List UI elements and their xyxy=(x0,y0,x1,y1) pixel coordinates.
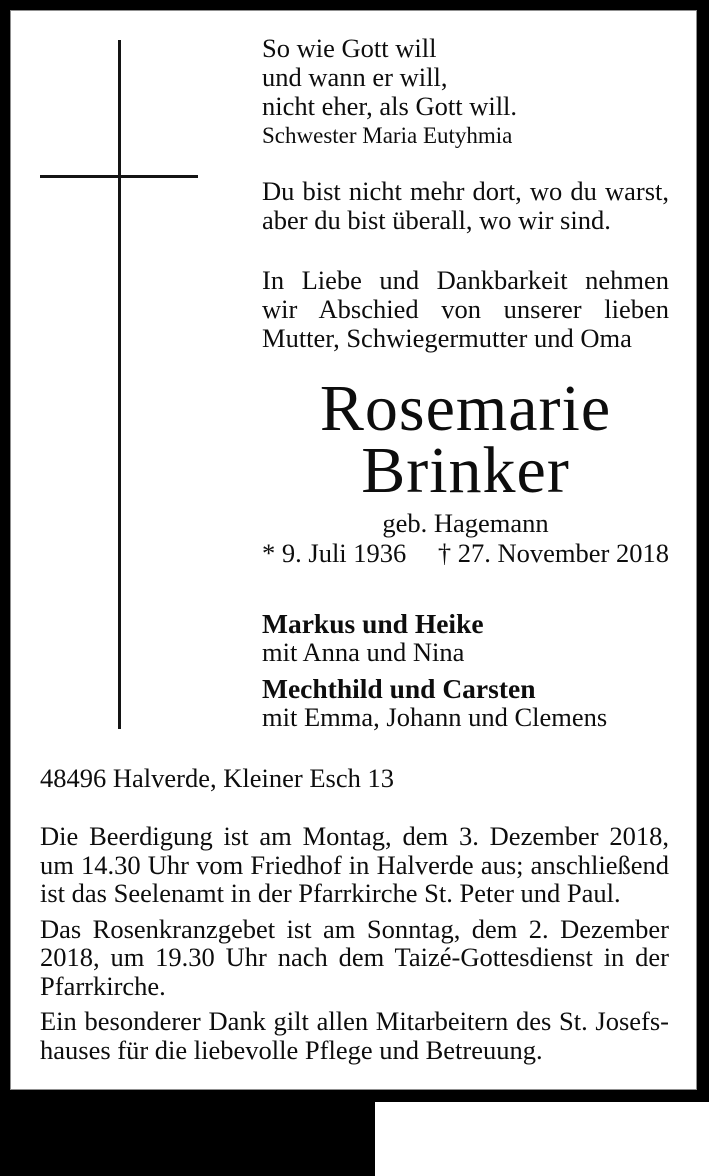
maiden-name: geb. Hagemann xyxy=(382,508,549,538)
text-line: um 14.30 Uhr vom Friedhof in Halverde aus; anschließend xyxy=(40,849,669,880)
text-line: Ein besonderer Dank gilt allen Mitarbeitern des St. Josefs- xyxy=(40,1006,669,1036)
text-line: So wie Gott will xyxy=(262,33,437,63)
paragraph-rosary xyxy=(40,915,669,1001)
text-line: 2018, um 19.30 Uhr nach dem Taizé-Gottesdienst in der xyxy=(40,942,669,972)
text-line: und wann er will, xyxy=(262,62,448,92)
text-line: ist das Seelenamt in der Pfarrkirche St. Peter und Paul. xyxy=(40,878,621,908)
cross-vertical-bar xyxy=(118,40,121,729)
mourner-children: mit Anna und Nina xyxy=(262,637,465,667)
deceased-name-block xyxy=(262,372,669,507)
paragraph-burial xyxy=(40,822,669,908)
text-line: Das Rosenkranzgebet ist am Sonntag, dem 2. Dezember xyxy=(40,913,669,944)
birth-date: * 9. Juli 1936 xyxy=(262,538,407,568)
text-line: Du bist nicht mehr dort, wo du warst, xyxy=(262,176,669,206)
text-line: wir Abschied von unserer lieben xyxy=(262,294,669,324)
mourner-group xyxy=(262,674,669,732)
death-date: † 27. November 2018 xyxy=(437,538,669,568)
cross-horizontal-bar xyxy=(40,175,198,178)
mourner-names: Mechthild und Carsten xyxy=(262,673,536,704)
text-line: Die Beerdigung ist am Montag, dem 3. Dezember 2018, xyxy=(40,821,669,851)
announcement-paragraphs xyxy=(40,822,669,1071)
deceased-last-name: Brinker xyxy=(361,434,570,507)
verse-block xyxy=(262,177,669,235)
intro-block xyxy=(262,266,669,353)
adjacent-notice-area xyxy=(375,1102,709,1176)
quote-block xyxy=(262,34,669,150)
dates-row xyxy=(262,539,669,568)
text-line: hauses für die liebevolle Pflege und Betreuung. xyxy=(40,1034,543,1065)
text-line: nicht eher, als Gott will. xyxy=(262,91,518,121)
mourner-group xyxy=(262,609,669,667)
address-line: 48496 Halverde, Kleiner Esch 13 xyxy=(40,763,394,793)
paragraph-thanks xyxy=(40,1007,669,1064)
mourner-children: mit Emma, Johann und Clemens xyxy=(262,702,608,732)
mourner-names: Markus und Heike xyxy=(262,608,484,639)
obituary-card xyxy=(10,10,697,1090)
text-line: Pfarrkirche. xyxy=(40,970,166,1001)
quote-lines xyxy=(262,34,669,121)
quote-attribution: Schwester Maria Eutyhmia xyxy=(262,123,513,148)
deceased-first-name: Rosemarie xyxy=(319,372,612,445)
text-line: Mutter, Schwiegermutter und Oma xyxy=(262,323,632,353)
text-line: aber du bist überall, wo wir sind. xyxy=(262,205,611,235)
mourners-block xyxy=(262,609,669,732)
text-line: In Liebe und Dankbarkeit nehmen xyxy=(262,265,669,295)
